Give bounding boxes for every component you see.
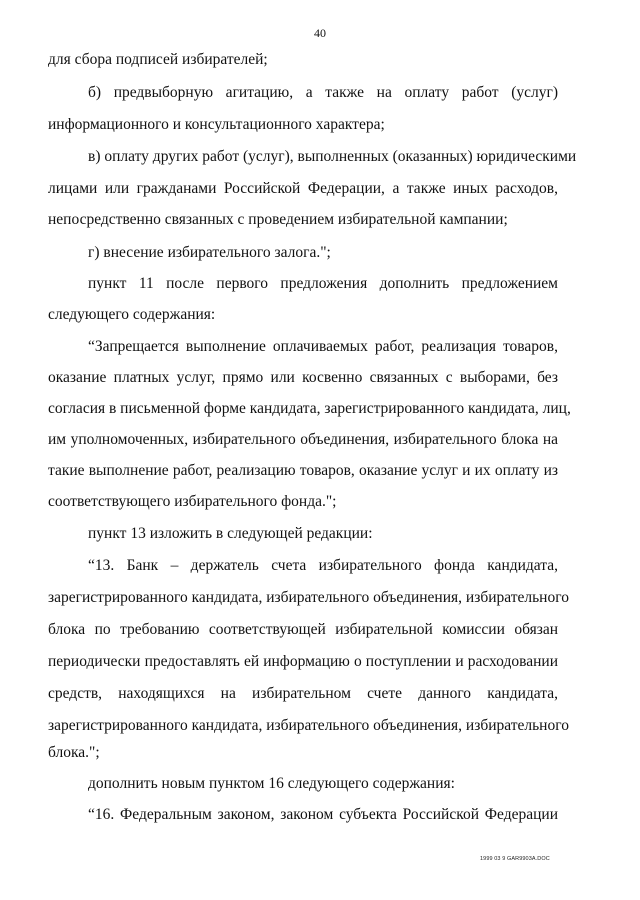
text-line: такие выполнение работ, реализацию товаров, оказание услуг и их оплату из xyxy=(48,462,558,479)
text-line: периодически предоставлять ей информацию о поступлении и расходовании xyxy=(48,653,558,670)
text-line: оказание платных услуг, прямо или косвенно связанных с выборами, без xyxy=(48,369,558,386)
text-line: г) внесение избирательного залога."; xyxy=(88,244,331,261)
file-reference-footer: 1999 03 9 GAR9903A.DOC xyxy=(480,856,550,862)
text-line: непосредственно связанных с проведением избирательной кампании; xyxy=(48,211,508,228)
text-line: следующего содержания: xyxy=(48,306,216,323)
text-line: “16. Федеральным законом, законом субъекта Российской Федерации xyxy=(88,806,558,823)
text-line: блока по требованию соответствующей избирательной комиссии обязан xyxy=(48,621,558,638)
text-line: зарегистрированного кандидата, избирательного объединения, избирательного xyxy=(48,717,569,734)
text-line: зарегистрированного кандидата, избирательного объединения, избирательного xyxy=(48,589,569,606)
text-line: средств, находящихся на избирательном счете данного кандидата, xyxy=(48,685,558,702)
text-line: пункт 13 изложить в следующей редакции: xyxy=(88,525,373,542)
text-line: блока."; xyxy=(48,744,100,761)
text-line: “13. Банк – держатель счета избирательного фонда кандидата, xyxy=(88,557,558,574)
text-line: соответствующего избирательного фонда."; xyxy=(48,493,337,510)
text-line: б) предвыборную агитацию, а также на оплату работ (услуг) xyxy=(88,84,558,101)
page-number: 40 xyxy=(314,26,326,40)
text-line: “Запрещается выполнение оплачиваемых работ, реализация товаров, xyxy=(88,338,558,355)
text-line: дополнить новым пунктом 16 следующего содержания: xyxy=(88,775,455,792)
text-line: лицами или гражданами Российской Федерации, а также иных расходов, xyxy=(48,180,558,197)
text-line: для сбора подписей избирателей; xyxy=(48,51,268,68)
text-line: согласия в письменной форме кандидата, зарегистрированного кандидата, лиц, xyxy=(48,400,571,417)
text-line: информационного и консультационного характера; xyxy=(48,116,385,133)
text-line: пункт 11 после первого предложения дополнить предложением xyxy=(88,275,558,292)
text-line: в) оплату других работ (услуг), выполненных (оказанных) юридическими xyxy=(88,148,577,165)
text-line: им уполномоченных, избирательного объединения, избирательного блока на xyxy=(48,431,558,448)
